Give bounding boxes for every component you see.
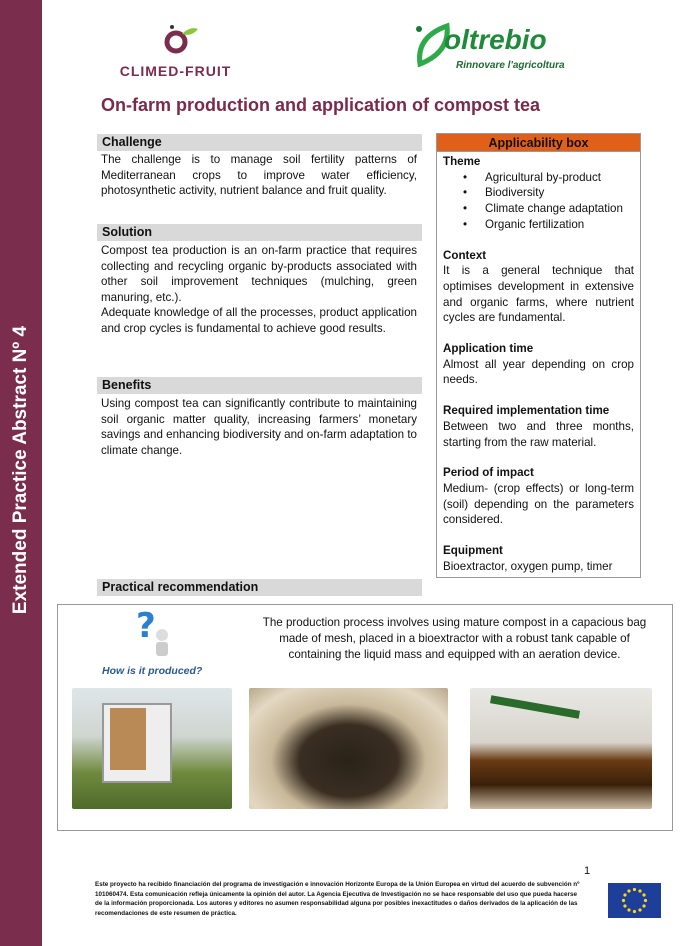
theme-list — [443, 170, 634, 233]
theme-item: • Agricultural by-product — [443, 170, 634, 186]
eu-star — [627, 889, 630, 892]
challenge-text: The challenge is to manage soil fertility patterns of Mediterranean crops to improve water efficiency, photosynthetic activity, nutrient balance and fruit quality. — [101, 153, 417, 198]
eu-flag-icon — [608, 883, 661, 918]
solution-paragraph: Compost tea production is an on-farm practice that requires collecting and recycling organic by-products associated with other soil improvement techniques (mulching, green manuring, etc.). — [101, 244, 417, 304]
eu-star — [644, 899, 647, 902]
question-caption: How is it produced? — [102, 665, 203, 677]
climed-fruit-wordmark: CLIMED-FRUIT — [119, 63, 232, 79]
funding-disclaimer: Este proyecto ha recibido financiación del programa de investigación e innovación Horizonte Europa de la Unión Europea en virtud del acuerdo de subvención nº 101060474. Esta comunicación refleja únicamente la opinión del autor. La Agencia Ejecutiva de Investigación no se hace responsable del uso que pueda hacerse de la información proporcionada. Los autores y editores no asumen responsabilidad alguna por posibles inexactitudes o daños derivados de la aplicación de las recomendaciones de este resumen de práctica. — [95, 881, 580, 917]
eu-star — [627, 908, 630, 911]
climed-fruit-logo — [108, 22, 243, 77]
theme-item: • Organic fertilization — [443, 217, 634, 233]
theme-label: Theme — [443, 155, 481, 168]
eu-star — [633, 910, 636, 913]
eu-star — [642, 904, 645, 907]
applicability-box — [436, 133, 641, 578]
eu-star — [623, 893, 626, 896]
solution-paragraph: Adequate knowledge of all the processes, product application and crop cycles is fundamental to achieve good results. — [101, 306, 417, 335]
sidebar-band — [0, 0, 42, 946]
application-time-text: Almost all year depending on crop needs. — [443, 357, 634, 387]
photo-compost-bag — [249, 688, 448, 809]
eu-star — [623, 904, 626, 907]
impact-text: Medium- (crop effects) or long-term (soil) depending on the parameters considered. — [443, 481, 634, 527]
oltrebio-logo — [412, 22, 582, 77]
oltrebio-tagline: Rinnovare l'agricoltura — [456, 60, 565, 71]
equipment-label: Equipment — [443, 544, 503, 558]
question-person-icon — [128, 607, 178, 659]
eu-star — [638, 908, 641, 911]
fruit-icon — [108, 22, 243, 58]
page-number: 1 — [584, 865, 591, 877]
page-title: On-farm production and application of compost tea — [101, 95, 541, 115]
oltrebio-wordmark: oltrebio — [444, 24, 547, 55]
practical-text: The production process involves using mature compost in a capacious bag made of mesh, placed in a bioextractor with a robust tank capable of containing the liquid mass and equipped with an aeration device. — [262, 616, 647, 661]
application-time-label: Application time — [443, 342, 534, 356]
eu-star — [633, 888, 636, 891]
challenge-heading: Challenge — [97, 134, 422, 151]
impact-label: Period of impact — [443, 466, 534, 480]
eu-star — [622, 899, 625, 902]
svg-text:?: ? — [136, 607, 156, 646]
solution-text — [101, 243, 417, 337]
photo-bioextractor-tank — [72, 688, 232, 809]
practical-heading: Practical recommendation — [97, 579, 422, 596]
implementation-time-label: Required implementation time — [443, 404, 610, 418]
benefits-text: Using compost tea can significantly contribute to maintaining soil organic matter quality, increasing farmers’ monetary savings and enhancing biodiversity and on-farm adaptation to climate change. — [101, 397, 417, 457]
equipment-text: Bioextractor, oxygen pump, timer — [443, 559, 613, 573]
eu-star — [642, 893, 645, 896]
implementation-time-text: Between two and three months, starting from the raw material. — [443, 419, 634, 449]
solution-heading: Solution — [97, 224, 422, 241]
benefits-heading: Benefits — [97, 377, 422, 394]
sidebar-label: Extended Practice Abstract Nº 4 — [10, 325, 31, 615]
context-label: Context — [443, 248, 487, 262]
context-text: It is a general technique that optimises development in extensive and organic farms, where nutrient cycles are fundamental. — [443, 264, 634, 325]
theme-item: • Biodiversity — [443, 185, 634, 201]
applicability-heading: Applicability box — [437, 134, 640, 152]
photo-compost-tea-liquid — [470, 688, 652, 809]
eu-star — [638, 889, 641, 892]
theme-item: • Climate change adaptation — [443, 201, 634, 217]
